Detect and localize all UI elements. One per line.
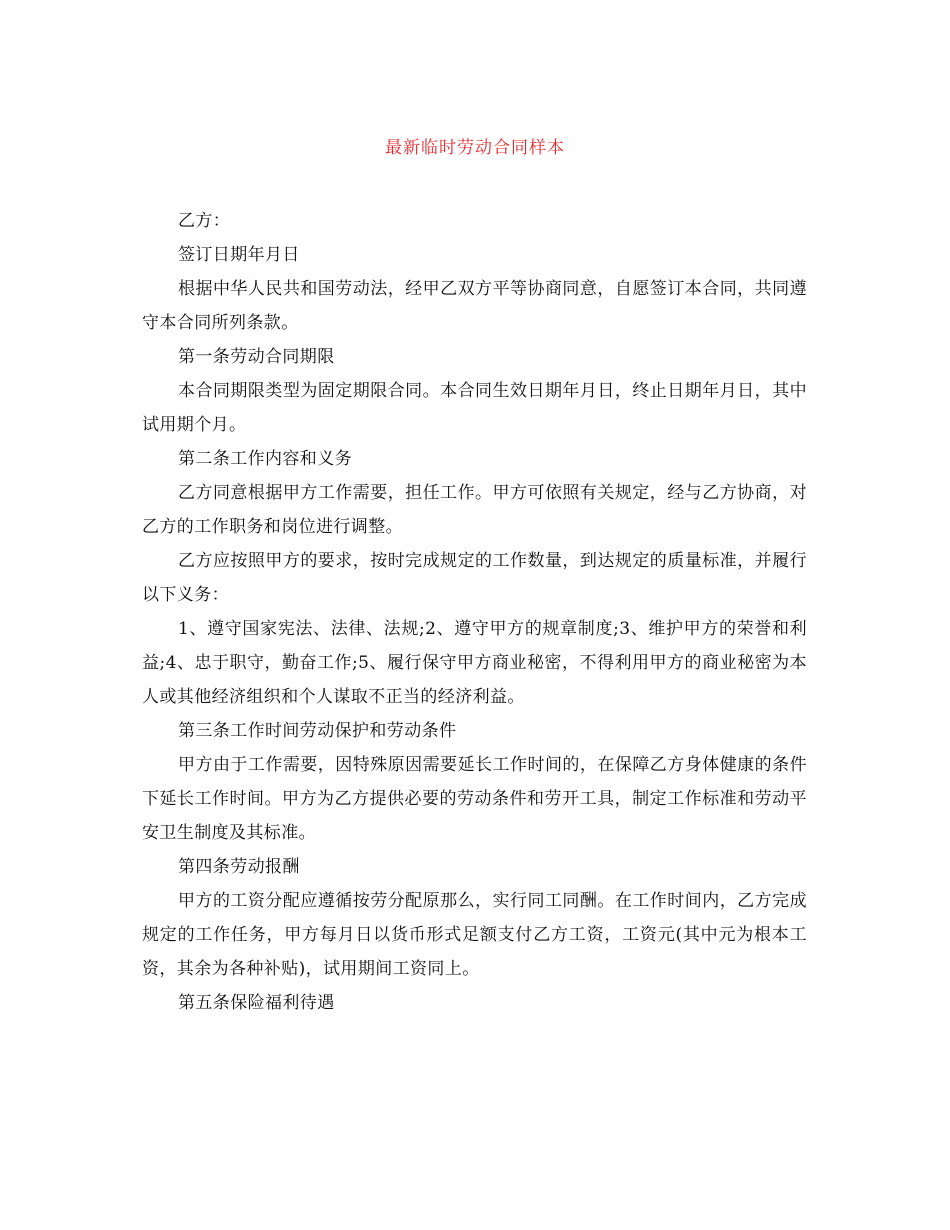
article-2-obligations-list: 1、遵守国家宪法、法律、法规;2、遵守甲方的规章制度;3、维护甲方的荣誉和利益;4、忠于职守，勤奋工作;5、履行保守甲方商业秘密，不得利用甲方的商业秘密为本人或其他经济组织和个人谋取不正当的经济利益。 (142, 619, 807, 707)
article-4-heading: 第四条劳动报酬 (178, 857, 300, 877)
article-3-heading: 第三条工作时间劳动保护和劳动条件 (178, 721, 457, 741)
article-2-paragraph-2: 乙方应按照甲方的要求，按时完成规定的工作数量，到达规定的质量标准，并履行以下义务： (142, 551, 807, 605)
preamble-paragraph: 根据中华人民共和国劳动法，经甲乙双方平等协商同意，自愿签订本合同，共同遵守本合同所列条款。 (142, 279, 807, 333)
article-2-paragraph-1: 乙方同意根据甲方工作需要，担任工作。甲方可依照有关规定，经与乙方协商，对乙方的工作职务和岗位进行调整。 (142, 483, 807, 537)
signing-date: 签订日期年月日 (178, 245, 300, 265)
document-body (142, 204, 807, 1020)
article-1-heading: 第一条劳动合同期限 (178, 347, 335, 367)
article-1-paragraph: 本合同期限类型为固定期限合同。本合同生效日期年月日，终止日期年月日，其中试用期个月。 (142, 381, 807, 435)
party-b-label: 乙方： (178, 211, 231, 231)
article-4-paragraph: 甲方的工资分配应遵循按劳分配原那么，实行同工同酬。在工作时间内，乙方完成规定的工作任务，甲方每月日以货币形式足额支付乙方工资，工资元(其中元为根本工资，其余为各种补贴)，试用期间工资同上。 (142, 891, 807, 979)
article-5-heading: 第五条保险福利待遇 (178, 993, 335, 1013)
document-title: 最新临时劳动合同样本 (385, 138, 565, 158)
article-3-paragraph: 甲方由于工作需要，因特殊原因需要延长工作时间的，在保障乙方身体健康的条件下延长工作时间。甲方为乙方提供必要的劳动条件和劳开工具，制定工作标准和劳动平安卫生制度及其标准。 (142, 755, 807, 843)
article-2-heading: 第二条工作内容和义务 (178, 449, 352, 469)
